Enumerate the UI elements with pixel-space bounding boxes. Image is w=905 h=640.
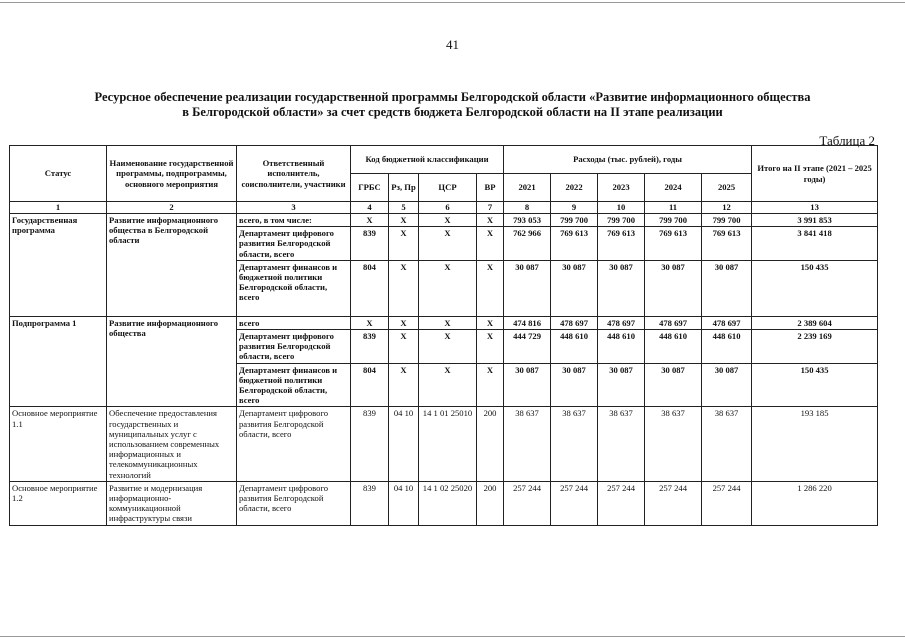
column-number: 11 — [645, 202, 702, 214]
cell-2025: 799 700 — [702, 214, 752, 227]
header-total: Итого на II этапе (2021 – 2025 годы) — [752, 146, 878, 202]
header-row-1 — [10, 146, 878, 174]
row-executor: Департамент цифрового развития Белгородской области, всего — [237, 330, 351, 364]
cell-grbs: 839 — [351, 481, 389, 525]
cell-grbs: 839 — [351, 227, 389, 261]
cell-2024: 257 244 — [645, 481, 702, 525]
title-line-2: в Белгородской области» за счет средств бюджета Белгородской области на II этапе реализации — [182, 105, 723, 119]
cell-total: 2 389 604 — [752, 316, 878, 329]
cell-total: 3 841 418 — [752, 227, 878, 261]
cell-2023: 30 087 — [598, 363, 645, 407]
header-2022: 2022 — [551, 174, 598, 202]
title-line-1: Ресурсное обеспечение реализации государственной программы Белгородской области «Развитие информационного общества — [94, 90, 811, 104]
cell-rz: 04 10 — [389, 407, 419, 481]
cell-2024: 478 697 — [645, 316, 702, 329]
cell-vr: Х — [477, 227, 504, 261]
page-number: 41 — [446, 37, 459, 52]
header-name: Наименование государственной программы, подпрограммы, основного мероприятия — [107, 146, 237, 202]
cell-total: 1 286 220 — [752, 481, 878, 525]
cell-2021: 30 087 — [504, 363, 551, 407]
column-number: 8 — [504, 202, 551, 214]
cell-csr: Х — [419, 260, 477, 316]
row-executor: всего — [237, 316, 351, 329]
cell-vr: Х — [477, 316, 504, 329]
cell-2024: 448 610 — [645, 330, 702, 364]
header-rz: Рз, Пр — [389, 174, 419, 202]
row-name: Развитие информационного общества — [107, 316, 237, 407]
column-number: 5 — [389, 202, 419, 214]
column-number-row — [10, 202, 878, 214]
cell-2021: 762 966 — [504, 227, 551, 261]
row-executor: Департамент финансов и бюджетной политики Белгородской области, всего — [237, 260, 351, 316]
header-2025: 2025 — [702, 174, 752, 202]
cell-vr: Х — [477, 363, 504, 407]
table-row — [10, 481, 878, 525]
row-name: Развитие и модернизация информационно-коммуникационной инфраструктуры связи — [107, 481, 237, 525]
cell-2025: 38 637 — [702, 407, 752, 481]
cell-vr: 200 — [477, 481, 504, 525]
cell-vr: Х — [477, 260, 504, 316]
table-row — [10, 407, 878, 481]
cell-2021: 444 729 — [504, 330, 551, 364]
row-executor: Департамент цифрового развития Белгородской области, всего — [237, 481, 351, 525]
row-status: Основное мероприятие 1.2 — [10, 481, 107, 525]
scan-artifact-bottom — [0, 636, 905, 637]
cell-2024: 30 087 — [645, 363, 702, 407]
table-row — [10, 214, 878, 227]
row-executor: всего, в том числе: — [237, 214, 351, 227]
table-row — [10, 316, 878, 329]
column-number: 1 — [10, 202, 107, 214]
row-name: Обеспечение предоставления государственных и муниципальных услуг с использованием современных информационных и телекоммуникационных технологий — [107, 407, 237, 481]
header-2023: 2023 — [598, 174, 645, 202]
cell-grbs: Х — [351, 316, 389, 329]
cell-2021: 38 637 — [504, 407, 551, 481]
column-number: 4 — [351, 202, 389, 214]
cell-rz: Х — [389, 214, 419, 227]
cell-csr: 14 1 02 25020 — [419, 481, 477, 525]
cell-2022: 799 700 — [551, 214, 598, 227]
cell-2022: 30 087 — [551, 260, 598, 316]
header-2021: 2021 — [504, 174, 551, 202]
cell-vr: Х — [477, 214, 504, 227]
cell-rz: Х — [389, 316, 419, 329]
column-number: 7 — [477, 202, 504, 214]
cell-total: 150 435 — [752, 260, 878, 316]
column-number: 9 — [551, 202, 598, 214]
header-status: Статус — [10, 146, 107, 202]
cell-total: 3 991 853 — [752, 214, 878, 227]
cell-2024: 769 613 — [645, 227, 702, 261]
row-status: Основное мероприятие 1.1 — [10, 407, 107, 481]
cell-2022: 769 613 — [551, 227, 598, 261]
cell-2023: 448 610 — [598, 330, 645, 364]
document-title — [40, 90, 865, 120]
header-grbs: ГРБС — [351, 174, 389, 202]
cell-2023: 769 613 — [598, 227, 645, 261]
row-executor: Департамент цифрового развития Белгородской области, всего — [237, 407, 351, 481]
column-number: 3 — [237, 202, 351, 214]
cell-2021: 793 053 — [504, 214, 551, 227]
cell-2023: 30 087 — [598, 260, 645, 316]
cell-csr: Х — [419, 363, 477, 407]
cell-2025: 30 087 — [702, 363, 752, 407]
cell-rz: Х — [389, 330, 419, 364]
resource-table — [9, 145, 878, 526]
cell-total: 150 435 — [752, 363, 878, 407]
cell-2023: 799 700 — [598, 214, 645, 227]
cell-2022: 30 087 — [551, 363, 598, 407]
header-executor: Ответственный исполнитель, соисполнители, участники — [237, 146, 351, 202]
cell-grbs: 804 — [351, 260, 389, 316]
cell-2024: 799 700 — [645, 214, 702, 227]
cell-2022: 257 244 — [551, 481, 598, 525]
cell-2021: 257 244 — [504, 481, 551, 525]
column-number: 2 — [107, 202, 237, 214]
cell-csr: Х — [419, 214, 477, 227]
header-csr: ЦСР — [419, 174, 477, 202]
cell-2025: 769 613 — [702, 227, 752, 261]
cell-vr: Х — [477, 330, 504, 364]
cell-grbs: Х — [351, 214, 389, 227]
cell-total: 2 239 169 — [752, 330, 878, 364]
cell-csr: Х — [419, 316, 477, 329]
row-name: Развитие информационного общества в Белгородской области — [107, 214, 237, 317]
cell-2024: 30 087 — [645, 260, 702, 316]
column-number: 10 — [598, 202, 645, 214]
cell-rz: Х — [389, 227, 419, 261]
header-vr: ВР — [477, 174, 504, 202]
column-number: 12 — [702, 202, 752, 214]
cell-2022: 448 610 — [551, 330, 598, 364]
cell-2025: 478 697 — [702, 316, 752, 329]
cell-vr: 200 — [477, 407, 504, 481]
cell-total: 193 185 — [752, 407, 878, 481]
cell-2025: 448 610 — [702, 330, 752, 364]
cell-2022: 478 697 — [551, 316, 598, 329]
column-number: 6 — [419, 202, 477, 214]
cell-2022: 38 637 — [551, 407, 598, 481]
scan-artifact-top — [0, 2, 905, 3]
cell-grbs: 804 — [351, 363, 389, 407]
header-budget-code: Код бюджетной классификации — [351, 146, 504, 174]
cell-2021: 474 816 — [504, 316, 551, 329]
cell-grbs: 839 — [351, 407, 389, 481]
cell-rz: Х — [389, 260, 419, 316]
cell-2023: 257 244 — [598, 481, 645, 525]
cell-csr: 14 1 01 25010 — [419, 407, 477, 481]
cell-rz: Х — [389, 363, 419, 407]
header-2024: 2024 — [645, 174, 702, 202]
row-status: Подпрограмма 1 — [10, 316, 107, 407]
row-executor: Департамент цифрового развития Белгородской области, всего — [237, 227, 351, 261]
cell-rz: 04 10 — [389, 481, 419, 525]
header-expenses: Расходы (тыс. рублей), годы — [504, 146, 752, 174]
cell-grbs: 839 — [351, 330, 389, 364]
cell-csr: Х — [419, 330, 477, 364]
cell-2025: 30 087 — [702, 260, 752, 316]
table-label: Таблица 2 — [819, 133, 875, 148]
cell-2023: 478 697 — [598, 316, 645, 329]
column-number: 13 — [752, 202, 878, 214]
cell-2021: 30 087 — [504, 260, 551, 316]
row-status: Государственная программа — [10, 214, 107, 317]
cell-csr: Х — [419, 227, 477, 261]
row-executor: Департамент финансов и бюджетной политики Белгородской области, всего — [237, 363, 351, 407]
cell-2025: 257 244 — [702, 481, 752, 525]
cell-2024: 38 637 — [645, 407, 702, 481]
cell-2023: 38 637 — [598, 407, 645, 481]
